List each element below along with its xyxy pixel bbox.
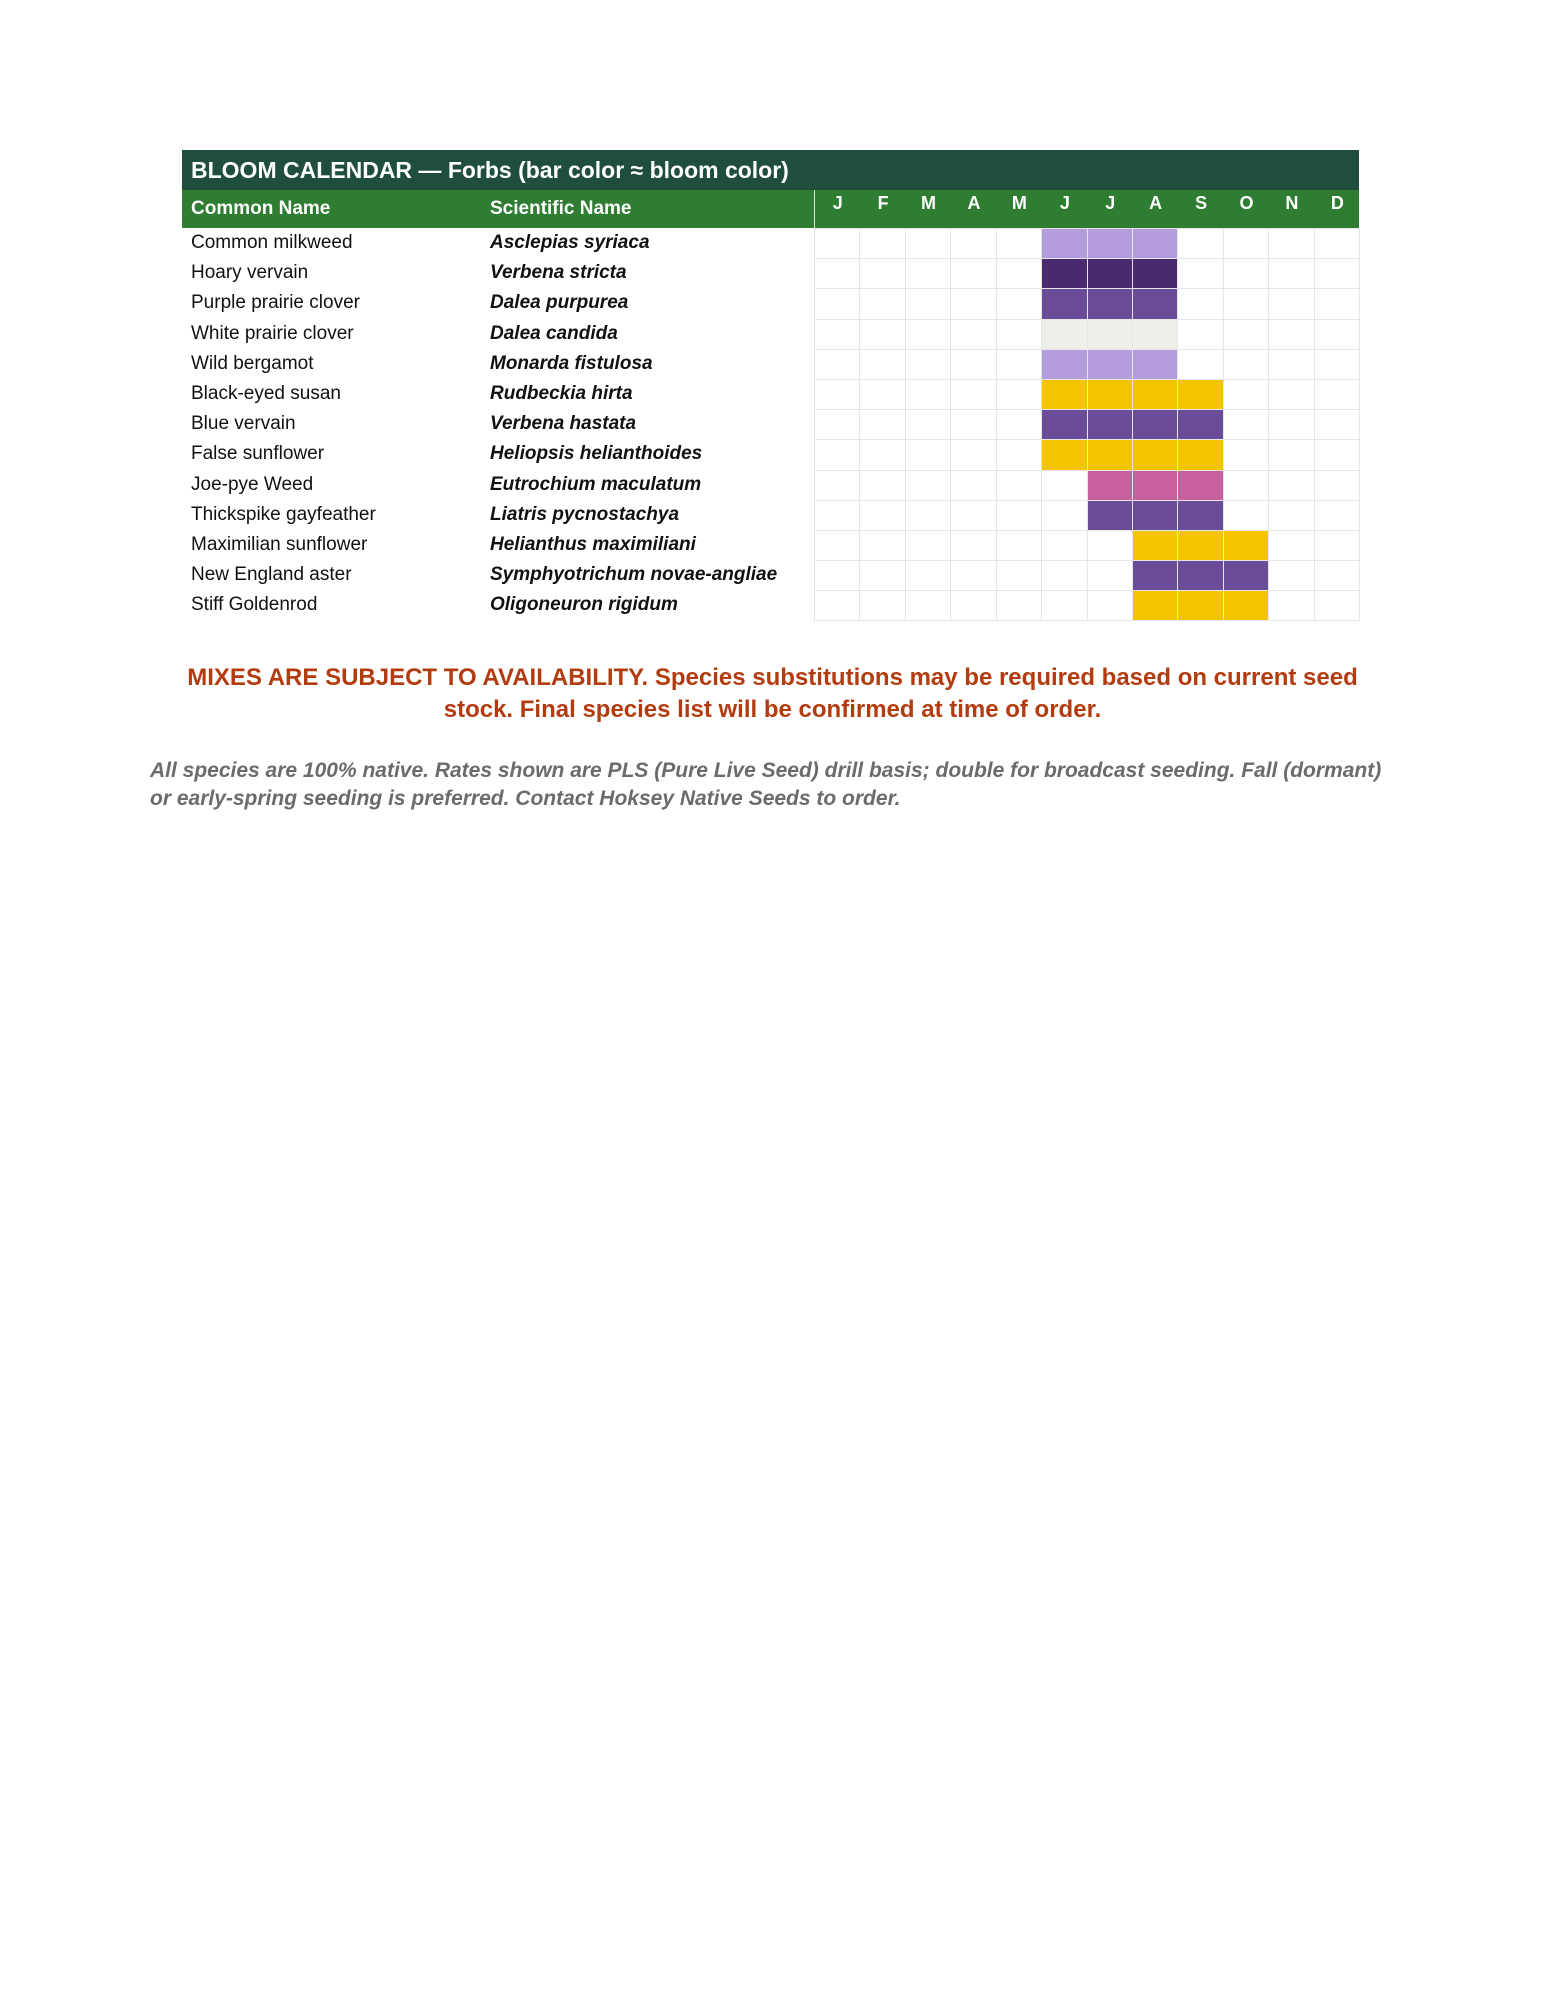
common-name: Maximilian sunflower bbox=[191, 533, 368, 555]
bloom-bar-cell bbox=[1133, 531, 1178, 561]
empty-cell bbox=[1315, 501, 1360, 531]
empty-cell bbox=[1315, 289, 1360, 319]
bloom-bar-cell bbox=[1133, 289, 1178, 319]
bloom-bar-cell bbox=[1042, 229, 1087, 259]
bloom-bar-cell bbox=[1042, 440, 1087, 470]
empty-cell bbox=[1178, 320, 1223, 350]
bloom-bar-cell bbox=[1042, 410, 1087, 440]
bloom-row bbox=[815, 561, 1360, 591]
month-header bbox=[814, 190, 1360, 228]
empty-cell bbox=[1224, 380, 1269, 410]
month-label: M bbox=[921, 193, 937, 213]
empty-cell bbox=[860, 229, 905, 259]
empty-cell bbox=[951, 561, 996, 591]
bloom-bar-cell bbox=[1133, 501, 1178, 531]
empty-cell bbox=[951, 320, 996, 350]
empty-cell bbox=[951, 440, 996, 470]
empty-cell bbox=[951, 350, 996, 380]
scientific-name: Helianthus maximiliani bbox=[490, 533, 696, 555]
empty-cell bbox=[906, 320, 951, 350]
empty-cell bbox=[1224, 320, 1269, 350]
empty-cell bbox=[1088, 531, 1133, 561]
bloom-bar-cell bbox=[1178, 561, 1223, 591]
bloom-row bbox=[815, 350, 1360, 380]
empty-cell bbox=[1269, 259, 1314, 289]
empty-cell bbox=[860, 320, 905, 350]
empty-cell bbox=[997, 289, 1042, 319]
empty-cell bbox=[997, 320, 1042, 350]
empty-cell bbox=[1269, 229, 1314, 259]
table-header bbox=[182, 190, 1359, 228]
common-name: Joe-pye Weed bbox=[191, 473, 314, 495]
scientific-name: Monarda fistulosa bbox=[490, 352, 653, 374]
scientific-name: Oligoneuron rigidum bbox=[490, 594, 678, 616]
empty-cell bbox=[906, 591, 951, 621]
common-name: Black-eyed susan bbox=[191, 382, 341, 404]
empty-cell bbox=[906, 531, 951, 561]
month-label: J bbox=[832, 193, 843, 213]
scientific-name: Eutrochium maculatum bbox=[490, 473, 702, 495]
empty-cell bbox=[1178, 350, 1223, 380]
bloom-bar-cell bbox=[1178, 440, 1223, 470]
empty-cell bbox=[1315, 531, 1360, 561]
empty-cell bbox=[860, 440, 905, 470]
bloom-bar-cell bbox=[1178, 591, 1223, 621]
month-label: J bbox=[1105, 193, 1116, 213]
empty-cell bbox=[906, 350, 951, 380]
bloom-row bbox=[815, 289, 1360, 319]
common-name: Blue vervain bbox=[191, 413, 296, 435]
scientific-name: Rudbeckia hirta bbox=[490, 382, 633, 404]
empty-cell bbox=[906, 229, 951, 259]
empty-cell bbox=[1224, 350, 1269, 380]
empty-cell bbox=[1042, 531, 1087, 561]
scientific-name: Verbena stricta bbox=[490, 262, 627, 284]
empty-cell bbox=[906, 440, 951, 470]
bloom-bar-cell bbox=[1088, 410, 1133, 440]
empty-cell bbox=[997, 350, 1042, 380]
empty-cell bbox=[906, 259, 951, 289]
empty-cell bbox=[951, 229, 996, 259]
empty-cell bbox=[1269, 591, 1314, 621]
empty-cell bbox=[1178, 259, 1223, 289]
empty-cell bbox=[860, 350, 905, 380]
empty-cell bbox=[860, 561, 905, 591]
bloom-bar-cell bbox=[1224, 591, 1269, 621]
month-label: A bbox=[1149, 193, 1163, 213]
empty-cell bbox=[997, 410, 1042, 440]
empty-cell bbox=[1042, 561, 1087, 591]
bloom-bar-cell bbox=[1133, 380, 1178, 410]
common-name: Stiff Goldenrod bbox=[191, 594, 318, 616]
bloom-row bbox=[815, 380, 1360, 410]
bloom-bar-cell bbox=[1178, 531, 1223, 561]
bloom-bar-cell bbox=[1042, 289, 1087, 319]
bloom-bar-cell bbox=[1133, 410, 1178, 440]
bloom-row bbox=[815, 501, 1360, 531]
bloom-bar-cell bbox=[1133, 259, 1178, 289]
bloom-bar-cell bbox=[1042, 350, 1087, 380]
empty-cell bbox=[951, 501, 996, 531]
bloom-bar-cell bbox=[1088, 440, 1133, 470]
bloom-bar-cell bbox=[1133, 320, 1178, 350]
empty-cell bbox=[1269, 289, 1314, 319]
bloom-bar-cell bbox=[1133, 591, 1178, 621]
empty-cell bbox=[1315, 259, 1360, 289]
empty-cell bbox=[1178, 289, 1223, 319]
empty-cell bbox=[860, 289, 905, 319]
empty-cell bbox=[951, 259, 996, 289]
empty-cell bbox=[951, 380, 996, 410]
empty-cell bbox=[1269, 410, 1314, 440]
empty-cell bbox=[1224, 440, 1269, 470]
empty-cell bbox=[997, 591, 1042, 621]
empty-cell bbox=[997, 380, 1042, 410]
empty-cell bbox=[1178, 229, 1223, 259]
bloom-calendar bbox=[182, 150, 1359, 648]
bloom-bar-cell bbox=[1178, 501, 1223, 531]
month-label: J bbox=[1059, 193, 1070, 213]
empty-cell bbox=[815, 229, 860, 259]
empty-cell bbox=[1269, 350, 1314, 380]
common-name: Thickspike gayfeather bbox=[191, 503, 376, 525]
empty-cell bbox=[906, 501, 951, 531]
empty-cell bbox=[1315, 229, 1360, 259]
empty-cell bbox=[815, 531, 860, 561]
scientific-name: Dalea purpurea bbox=[490, 292, 629, 314]
empty-cell bbox=[951, 289, 996, 319]
month-label: N bbox=[1285, 193, 1299, 213]
empty-cell bbox=[860, 591, 905, 621]
empty-cell bbox=[815, 259, 860, 289]
empty-cell bbox=[1088, 591, 1133, 621]
empty-cell bbox=[1269, 380, 1314, 410]
empty-cell bbox=[997, 501, 1042, 531]
empty-cell bbox=[1269, 501, 1314, 531]
bloom-row bbox=[815, 471, 1360, 501]
empty-cell bbox=[1315, 561, 1360, 591]
bloom-calendar-title: BLOOM CALENDAR — Forbs (bar color ≈ bloom color) bbox=[182, 150, 1359, 190]
empty-cell bbox=[1269, 471, 1314, 501]
bloom-bar-cell bbox=[1042, 259, 1087, 289]
empty-cell bbox=[860, 471, 905, 501]
empty-cell bbox=[815, 501, 860, 531]
table-body bbox=[182, 228, 1359, 648]
month-label: A bbox=[967, 193, 981, 213]
header-scientific-name: Scientific Name bbox=[490, 198, 632, 219]
month-label: D bbox=[1330, 193, 1344, 213]
empty-cell bbox=[1224, 259, 1269, 289]
common-name: Wild bergamot bbox=[191, 352, 314, 374]
bloom-bar-cell bbox=[1088, 380, 1133, 410]
empty-cell bbox=[997, 561, 1042, 591]
common-name: Hoary vervain bbox=[191, 262, 309, 284]
empty-cell bbox=[1315, 471, 1360, 501]
empty-cell bbox=[1042, 501, 1087, 531]
empty-cell bbox=[860, 410, 905, 440]
empty-cell bbox=[860, 259, 905, 289]
empty-cell bbox=[906, 289, 951, 319]
availability-notice: MIXES ARE SUBJECT TO AVAILABILITY. Species substitutions may be required based on current seed stock. Final species list will be confirmed at time of order. bbox=[187, 664, 1358, 723]
empty-cell bbox=[1224, 471, 1269, 501]
empty-cell bbox=[1315, 320, 1360, 350]
bloom-row bbox=[815, 320, 1360, 350]
empty-cell bbox=[1224, 410, 1269, 440]
empty-cell bbox=[1042, 471, 1087, 501]
bloom-bar-cell bbox=[1224, 531, 1269, 561]
bloom-bar-cell bbox=[1088, 350, 1133, 380]
empty-cell bbox=[997, 471, 1042, 501]
empty-cell bbox=[1315, 380, 1360, 410]
empty-cell bbox=[815, 440, 860, 470]
empty-cell bbox=[997, 531, 1042, 561]
empty-cell bbox=[860, 380, 905, 410]
bloom-bar-cell bbox=[1133, 350, 1178, 380]
month-label: O bbox=[1239, 193, 1254, 213]
empty-cell bbox=[906, 561, 951, 591]
empty-cell bbox=[951, 591, 996, 621]
common-name: New England aster bbox=[191, 564, 352, 586]
scientific-name: Verbena hastata bbox=[490, 413, 637, 435]
empty-cell bbox=[951, 410, 996, 440]
empty-cell bbox=[1315, 440, 1360, 470]
bloom-bar-cell bbox=[1088, 289, 1133, 319]
empty-cell bbox=[815, 471, 860, 501]
empty-cell bbox=[906, 471, 951, 501]
empty-cell bbox=[815, 591, 860, 621]
bloom-bar-cell bbox=[1224, 561, 1269, 591]
bloom-bar-cell bbox=[1088, 320, 1133, 350]
empty-cell bbox=[1224, 229, 1269, 259]
bloom-bar-cell bbox=[1178, 380, 1223, 410]
month-label: M bbox=[1011, 193, 1027, 213]
empty-cell bbox=[815, 410, 860, 440]
common-name: Purple prairie clover bbox=[191, 292, 360, 314]
empty-cell bbox=[860, 501, 905, 531]
empty-cell bbox=[951, 471, 996, 501]
empty-cell bbox=[815, 380, 860, 410]
common-name: Common milkweed bbox=[191, 232, 353, 253]
empty-cell bbox=[1315, 591, 1360, 621]
bloom-bar-cell bbox=[1088, 229, 1133, 259]
empty-cell bbox=[815, 320, 860, 350]
empty-cell bbox=[1042, 591, 1087, 621]
footnote: All species are 100% native. Rates shown are PLS (Pure Live Seed) drill basis; double for broadcast seeding. Fall (dormant) or early-spring seeding is preferred. Contact Hoksey Native Seeds to order. bbox=[150, 759, 1382, 810]
empty-cell bbox=[815, 350, 860, 380]
common-name: White prairie clover bbox=[191, 322, 354, 344]
bloom-row bbox=[815, 531, 1360, 561]
empty-cell bbox=[1224, 501, 1269, 531]
empty-cell bbox=[997, 440, 1042, 470]
month-label: F bbox=[877, 193, 889, 213]
bloom-bar-cell bbox=[1133, 561, 1178, 591]
bloom-bar-cell bbox=[1133, 440, 1178, 470]
bloom-bar-cell bbox=[1088, 471, 1133, 501]
empty-cell bbox=[1224, 289, 1269, 319]
bloom-row bbox=[815, 440, 1360, 470]
bloom-bar-cell bbox=[1088, 501, 1133, 531]
bloom-row bbox=[815, 410, 1360, 440]
bloom-bar-cell bbox=[1042, 320, 1087, 350]
empty-cell bbox=[1315, 410, 1360, 440]
empty-cell bbox=[1269, 320, 1314, 350]
empty-cell bbox=[860, 531, 905, 561]
bloom-bar-cell bbox=[1178, 410, 1223, 440]
header-common-name: Common Name bbox=[191, 198, 331, 219]
scientific-name: Dalea candida bbox=[490, 322, 618, 344]
bloom-row bbox=[815, 229, 1360, 259]
scientific-name: Asclepias syriaca bbox=[490, 232, 650, 253]
empty-cell bbox=[997, 229, 1042, 259]
scientific-name-column bbox=[490, 228, 780, 620]
empty-cell bbox=[1315, 350, 1360, 380]
common-name-column bbox=[191, 228, 376, 620]
empty-cell bbox=[1269, 440, 1314, 470]
common-name: False sunflower bbox=[191, 443, 325, 465]
empty-cell bbox=[815, 289, 860, 319]
scientific-name: Liatris pycnostachya bbox=[490, 503, 680, 525]
empty-cell bbox=[906, 410, 951, 440]
scientific-name: Heliopsis helianthoides bbox=[490, 443, 703, 465]
scientific-name: Symphyotrichum novae-angliae bbox=[490, 564, 778, 586]
bloom-bar-cell bbox=[1133, 229, 1178, 259]
bloom-row bbox=[815, 591, 1360, 621]
bloom-row bbox=[815, 259, 1360, 289]
empty-cell bbox=[1269, 561, 1314, 591]
empty-cell bbox=[1269, 531, 1314, 561]
bloom-bar-cell bbox=[1088, 259, 1133, 289]
empty-cell bbox=[1088, 561, 1133, 591]
empty-cell bbox=[997, 259, 1042, 289]
empty-cell bbox=[906, 380, 951, 410]
empty-cell bbox=[951, 531, 996, 561]
bloom-bar-cell bbox=[1042, 380, 1087, 410]
empty-cell bbox=[815, 561, 860, 591]
bloom-bar-cell bbox=[1178, 471, 1223, 501]
bloom-grid bbox=[814, 228, 1360, 621]
month-label: S bbox=[1195, 193, 1208, 213]
bloom-bar-cell bbox=[1133, 471, 1178, 501]
